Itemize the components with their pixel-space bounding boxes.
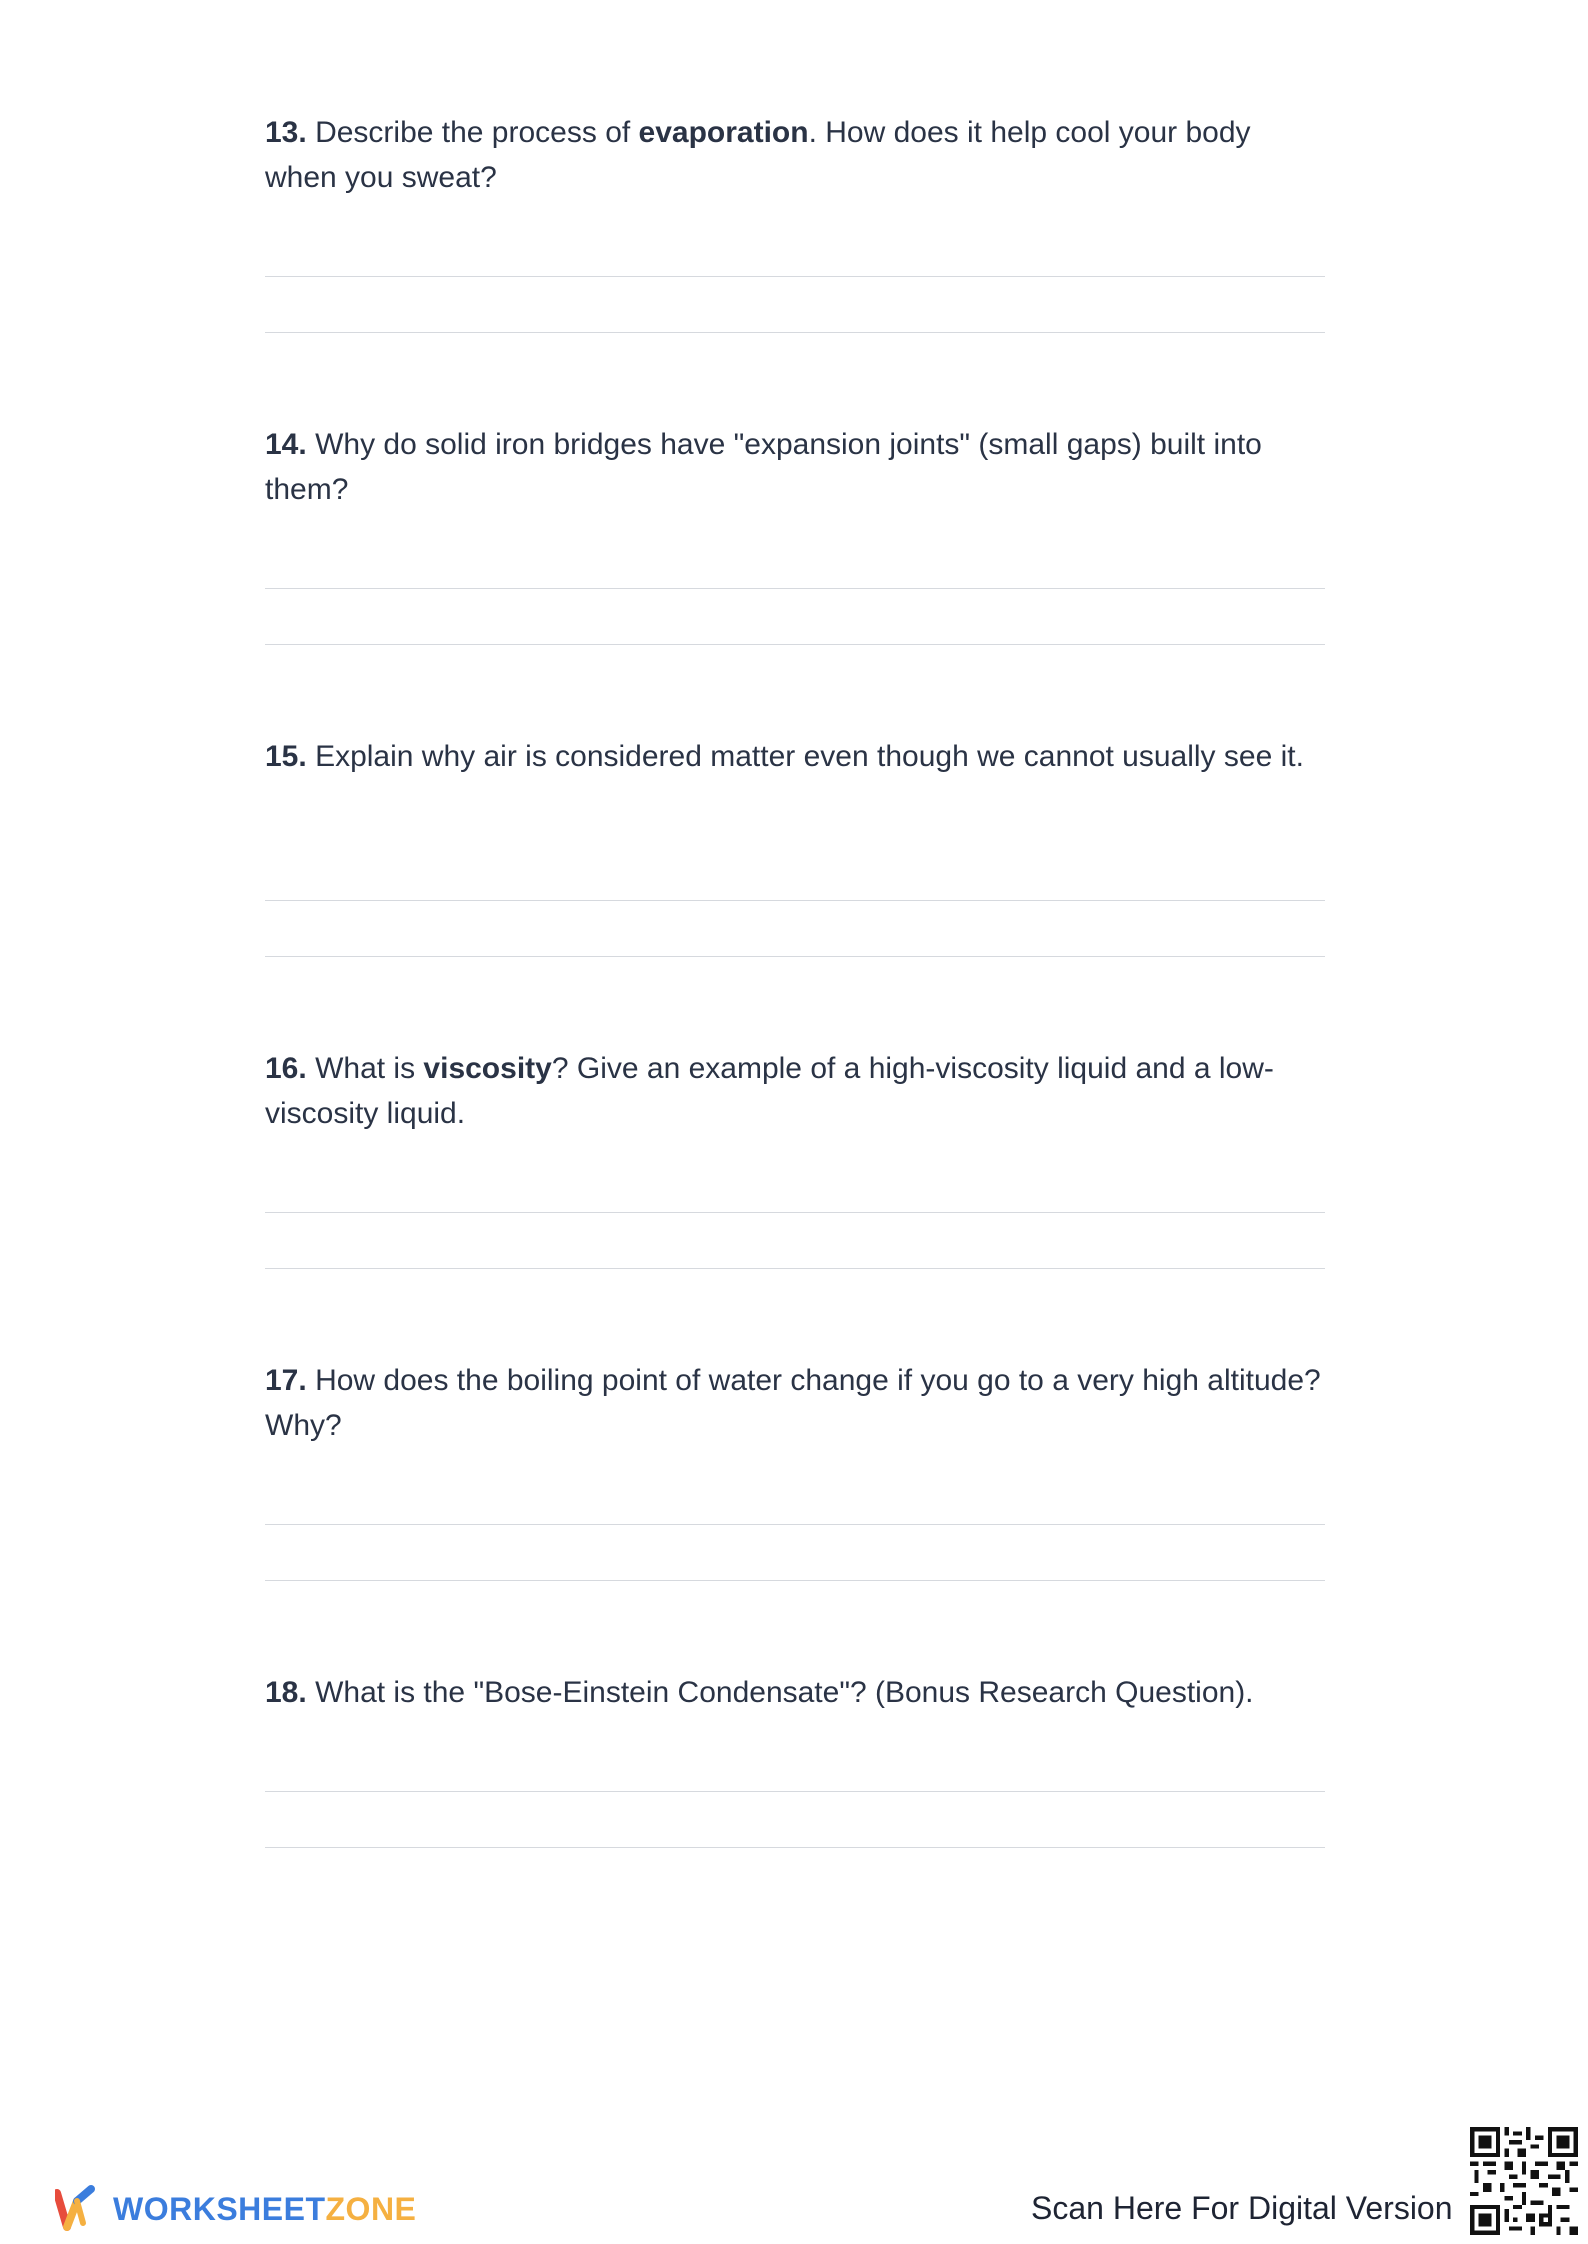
question-text-part: ? Give an example of a high-viscosity liquid and a low-viscosity liquid.	[265, 1052, 1274, 1130]
scan-caption: Scan Here For Digital Version	[1031, 2190, 1453, 2226]
question-text	[265, 422, 1325, 512]
question-text-part: Explain why air is considered matter even though we cannot usually see it.	[315, 740, 1304, 773]
answer-line[interactable]	[265, 1212, 1325, 1213]
question-text-part: How does the boiling point of water change if you go to a very high altitude? Why?	[265, 1364, 1321, 1442]
logo-w-icon	[55, 2183, 95, 2235]
brand-name-part: WORKSHEET	[113, 2190, 326, 2227]
question-15	[265, 734, 1325, 779]
question-text-part: What is	[315, 1052, 424, 1085]
brand-name-part: ZONE	[325, 2190, 417, 2227]
answer-line[interactable]	[265, 644, 1325, 645]
brand-name	[113, 2191, 416, 2228]
question-text	[265, 734, 1325, 779]
key-term: viscosity	[423, 1052, 552, 1085]
key-term: evaporation	[638, 116, 809, 149]
answer-line[interactable]	[265, 588, 1325, 589]
question-number: 18.	[265, 1676, 307, 1709]
question-text-part: . How does it help cool your body when you sweat?	[265, 116, 1251, 194]
question-number: 14.	[265, 428, 307, 461]
answer-line[interactable]	[265, 1791, 1325, 1792]
question-text	[265, 1670, 1325, 1715]
question-text	[265, 1046, 1325, 1136]
worksheetzone-logo[interactable]	[55, 2183, 416, 2235]
question-number: 15.	[265, 740, 307, 773]
question-text	[265, 1358, 1325, 1448]
question-16	[265, 1046, 1325, 1136]
answer-line[interactable]	[265, 1268, 1325, 1269]
answer-line[interactable]	[265, 332, 1325, 333]
question-13	[265, 110, 1325, 200]
question-text	[265, 110, 1325, 200]
question-number: 13.	[265, 116, 307, 149]
answer-line[interactable]	[265, 1847, 1325, 1848]
question-text-part: Describe the process of	[315, 116, 639, 149]
question-number: 17.	[265, 1364, 307, 1397]
question-text-part: Why do solid iron bridges have "expansion joints" (small gaps) built into them?	[265, 428, 1262, 506]
question-number: 16.	[265, 1052, 307, 1085]
answer-line[interactable]	[265, 276, 1325, 277]
answer-line[interactable]	[265, 1580, 1325, 1581]
qr-code-icon[interactable]	[1470, 2127, 1578, 2235]
question-17	[265, 1358, 1325, 1448]
question-14	[265, 422, 1325, 512]
answer-line[interactable]	[265, 900, 1325, 901]
answer-line[interactable]	[265, 1524, 1325, 1525]
question-18	[265, 1670, 1325, 1715]
answer-line[interactable]	[265, 956, 1325, 957]
question-text-part: What is the "Bose-Einstein Condensate"? (Bonus Research Question).	[315, 1676, 1254, 1709]
